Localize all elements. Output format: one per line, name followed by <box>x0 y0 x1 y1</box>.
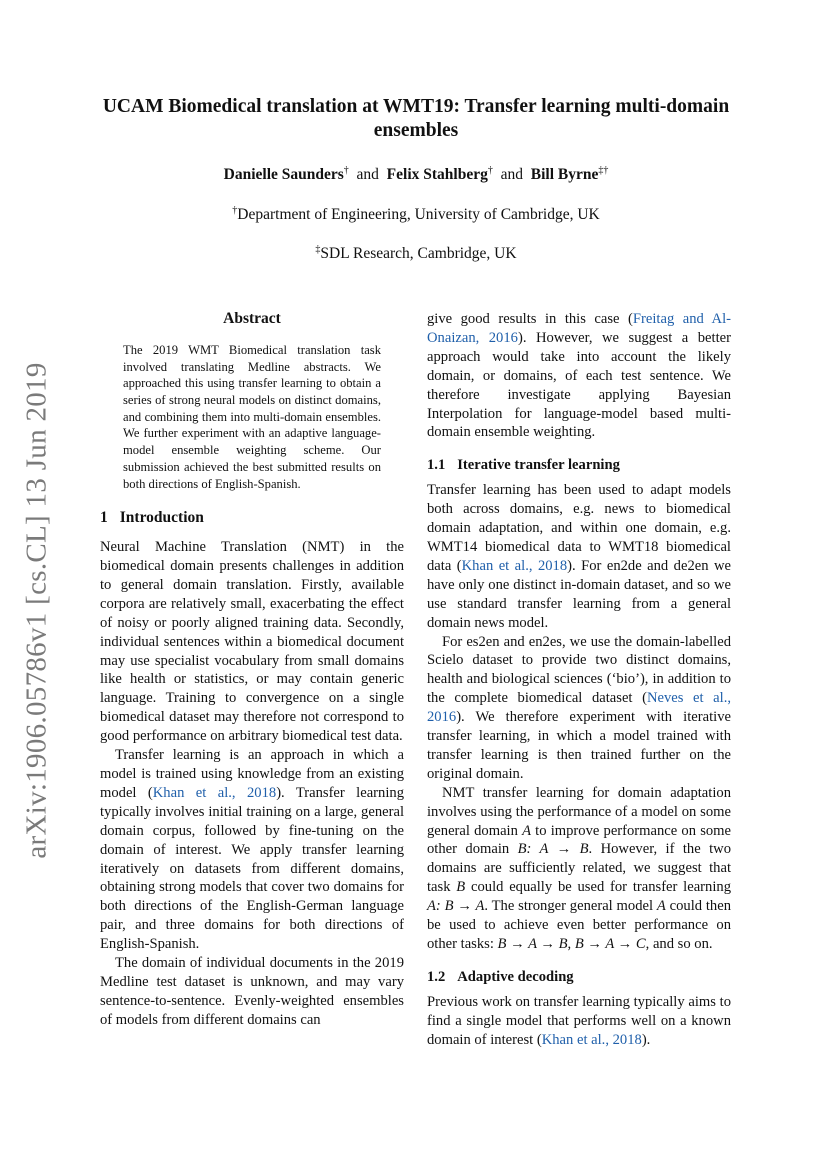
paragraph-text: ). However, we suggest a better approach would take into account the likely domain, or domains, of each test sentence. We therefore investigate applying Bayesian Interpolation for language-model based multi-domain ensemble weighting. <box>427 329 731 441</box>
citation-link[interactable]: Freitag and Al-Onaizan, 2016 <box>427 311 731 346</box>
citation-link[interactable]: Khan et al., 2018 <box>541 1031 642 1048</box>
math-expression: A: B → A <box>427 898 485 915</box>
author-mark: † <box>487 165 493 176</box>
math-expression: B → A → C <box>574 936 646 952</box>
paragraph-text: ). <box>641 1031 651 1048</box>
paragraph-text: could equally be used for transfer learning <box>465 879 731 896</box>
math-expression: B: A → B <box>517 841 589 858</box>
citation-link[interactable]: Neves et al., 2016 <box>427 690 731 726</box>
section-title: Adaptive decoding <box>457 968 574 985</box>
paragraph <box>100 746 404 954</box>
math-symbol: A <box>656 898 666 915</box>
affiliation <box>100 205 732 224</box>
author-name: Bill Byrne <box>530 166 599 184</box>
abstract-text: The 2019 WMT Biomedical translation task involved translating Medline abstracts. We approached this using transfer learning to obtain a series of strong neural models on distinct domains, and combining them into multi-domain ensembles. We further experiment with an adaptive language-model ensemble weighting scheme. Our submission achieved the best submitted results on both directions of English-Spanish. <box>123 342 381 491</box>
paper-title: UCAM Biomedical translation at WMT19: Transfer learning multi-domain ensembles <box>102 96 730 141</box>
section-number: 1.1 <box>427 457 446 474</box>
paragraph-text: NMT transfer learning for domain adaptation involves using the performance of a model on some general domain <box>427 784 731 839</box>
paragraph <box>427 784 731 954</box>
section-heading-introduction <box>100 509 404 528</box>
paragraph-text: to improve performance on some other domain <box>427 822 732 858</box>
arxiv-identifier <box>14 361 60 859</box>
section-number: 1.2 <box>427 968 446 985</box>
section-title: Iterative transfer learning <box>457 457 620 474</box>
paragraph-text: ). We therefore experiment with iterative transfer learning, in which a model trained with transfer learning is then trained further on the original domain. <box>427 709 731 782</box>
affiliation-text: SDL Research, Cambridge, UK <box>320 245 517 263</box>
paragraph-text: could then be used to achieve even better performance on other tasks: <box>427 898 731 952</box>
paragraph-text: . However, if the two domains are sufficiently related, we suggest that task <box>427 841 731 896</box>
affiliation-text: Department of Engineering, University of Cambridge, UK <box>237 206 600 224</box>
math-expression: B → A → B <box>497 936 568 952</box>
affiliation-mark: ‡ <box>315 244 321 255</box>
math-symbol: A <box>522 822 531 839</box>
author-separator: and <box>500 166 523 184</box>
paragraph-text: Transfer learning has been used to adapt models both across domains, e.g. news to biomedical domain adaptation, and within one domain, e.g. WMT14 biomedical data to WMT18 biomedical data ( <box>427 482 731 574</box>
paragraph-text: ). Transfer learning typically involves initial training on a large, general domain corpus, followed by fine-tuning on the domain of interest. We apply transfer learning iteratively on datasets from different domains, obtaining strong models that cover two domains for both directions of the English-German language pair, and three domains for both directions of English-Spanish. <box>100 784 404 953</box>
paragraph <box>427 310 731 442</box>
author-list <box>100 165 732 184</box>
section-number: 1 <box>100 509 108 527</box>
section-title: Introduction <box>119 509 204 527</box>
author-name: Danielle Saunders <box>223 166 344 184</box>
math-symbol: B <box>456 879 466 896</box>
paragraph-text: , <box>567 936 575 952</box>
author-separator: and <box>356 166 379 184</box>
abstract-heading: Abstract <box>223 310 281 327</box>
paragraph-text: Previous work on transfer learning typically aims to find a single model that performs well on a known domain of interest ( <box>427 993 731 1048</box>
paragraph: Neural Machine Translation (NMT) in the biomedical domain presents challenges in addition to general domain translation. Firstly, available corpora are relatively small, exacerbating the effect of noisy or poorly aligned training data. Secondly, individual sentences within a biomedical document may use specialist vocabulary from small domains like health or statistics, or may contain generic language. Training to convergence on a single biomedical dataset may therefore not correspond to good performance on arbitrary biomedical test data. <box>100 539 404 745</box>
affiliation <box>100 244 732 263</box>
paragraph-text: Transfer learning is an approach in which a model is trained using knowledge from an existing model ( <box>100 747 404 801</box>
paragraph-text: give good results in this case ( <box>427 311 633 327</box>
paragraph-text: ). For en2de and de2en we have only one distinct in-domain dataset, and so we use standard transfer learning from a general domain news model. <box>427 557 731 631</box>
author-mark: † <box>343 165 349 176</box>
paragraph <box>427 481 731 632</box>
author-name: Felix Stahlberg <box>386 166 488 184</box>
citation-link[interactable]: Khan et al., 2018 <box>461 557 568 574</box>
paragraph <box>427 633 731 784</box>
arxiv-identifier-text: arXiv:1906.05786v1 [cs.CL] 13 Jun 2019 <box>20 361 53 859</box>
left-column <box>100 310 404 1030</box>
right-column <box>427 310 731 1050</box>
paragraph-text: For es2en and en2es, we use the domain-labelled Scielo dataset to provide two distinct domains, health and biological sciences (‘bio’), in addition to the complete biomedical dataset ( <box>427 633 731 707</box>
author-mark: ‡† <box>598 165 609 176</box>
paragraph: The domain of individual documents in the 2019 Medline test dataset is unknown, and may vary sentence-to-sentence. Evenly-weighted ensembles of models from different domains can <box>100 955 404 1028</box>
paragraph-text: . The stronger general model <box>484 898 657 915</box>
subsection-heading-iterative-transfer <box>427 456 731 475</box>
paragraph-text: , and so on. <box>645 936 713 952</box>
affiliation-mark: † <box>232 205 238 216</box>
citation-link[interactable]: Khan et al., 2018 <box>152 784 277 801</box>
subsection-heading-adaptive-decoding <box>427 968 731 987</box>
paragraph <box>427 993 731 1050</box>
